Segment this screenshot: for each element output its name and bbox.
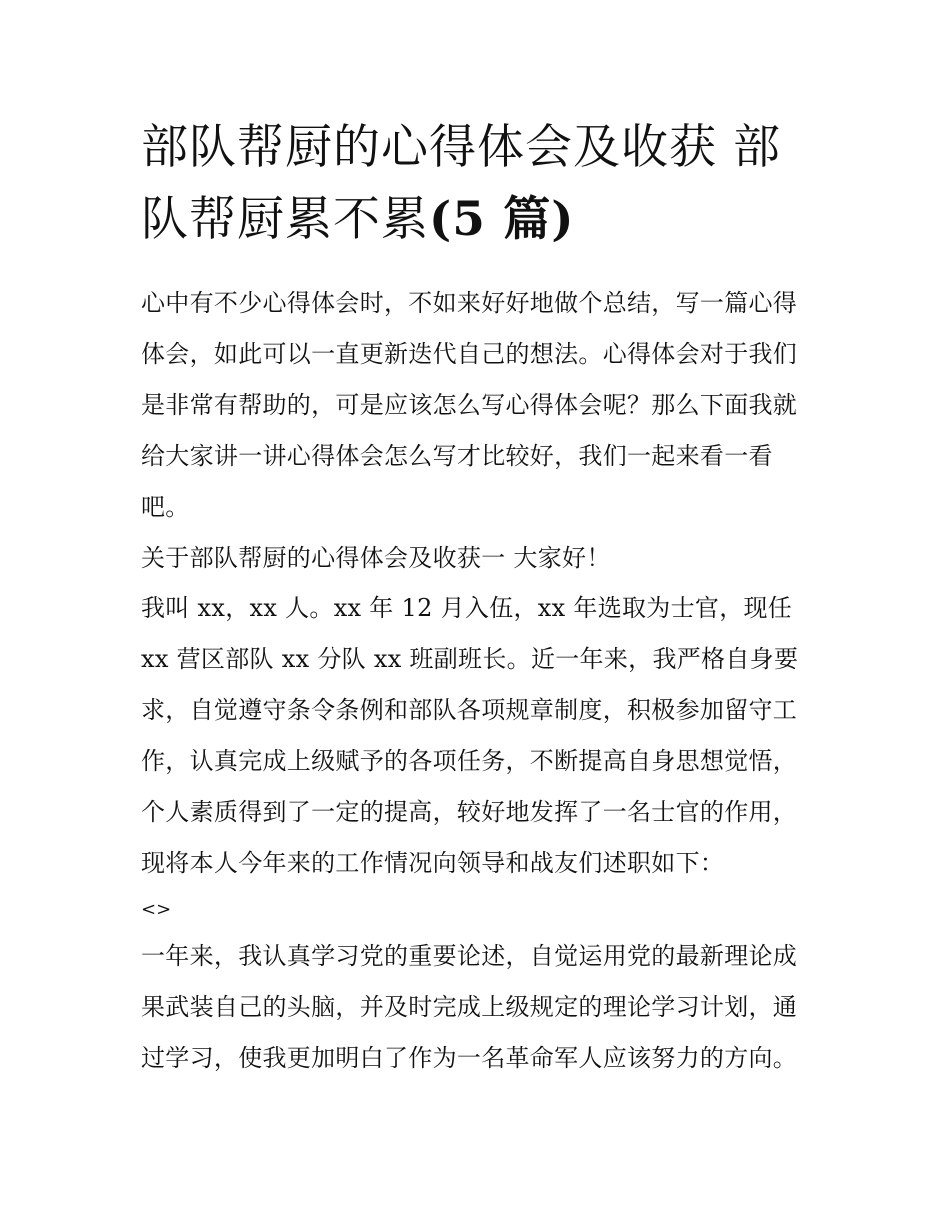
title-suffix: (5 篇) [429, 192, 575, 247]
section-heading: 关于部队帮厨的心得体会及收获一 大家好！ [141, 544, 611, 572]
title-main: 部队帮厨的心得体会及收获 部队帮厨累不累 [141, 120, 781, 247]
body-paragraph-2: 一年来，我认真学习党的重要论述，自觉运用党的最新理论成果武装自己的头脑，并及时完成上级规定的理论学习计划，通过学习，使我更加明白了作为一名革命军人应该努力的方向。 [141, 942, 798, 1072]
document-page [141, 112, 821, 1084]
document-title [141, 112, 821, 256]
body-paragraph-1: 我叫 xx，xx 人。xx 年 12 月入伍，xx 年选取为士官，现任 xx 营区部队 xx 分队 xx 班副班长。近一年来，我严格自身要求，自觉遵守条令条例和部队各项规章制度，积极参加留守工作，认真完成上级赋予的各项任务，不断提高自身思想觉悟，个人素质得到了一定的提高，较好地发挥了一名士官的作用，现将本人今年来的工作情况向领导和战友们述职如下： [141, 594, 799, 877]
intro-paragraph: 心中有不少心得体会时，不如来好好地做个总结，写一篇心得体会，如此可以一直更新迭代自己的想法。心得体会对于我们是非常有帮助的，可是应该怎么写心得体会呢？那么下面我就给大家讲一讲心得体会怎么写才比较好，我们一起来看一看吧。 [141, 289, 798, 521]
placeholder-marker: <> [141, 899, 172, 920]
